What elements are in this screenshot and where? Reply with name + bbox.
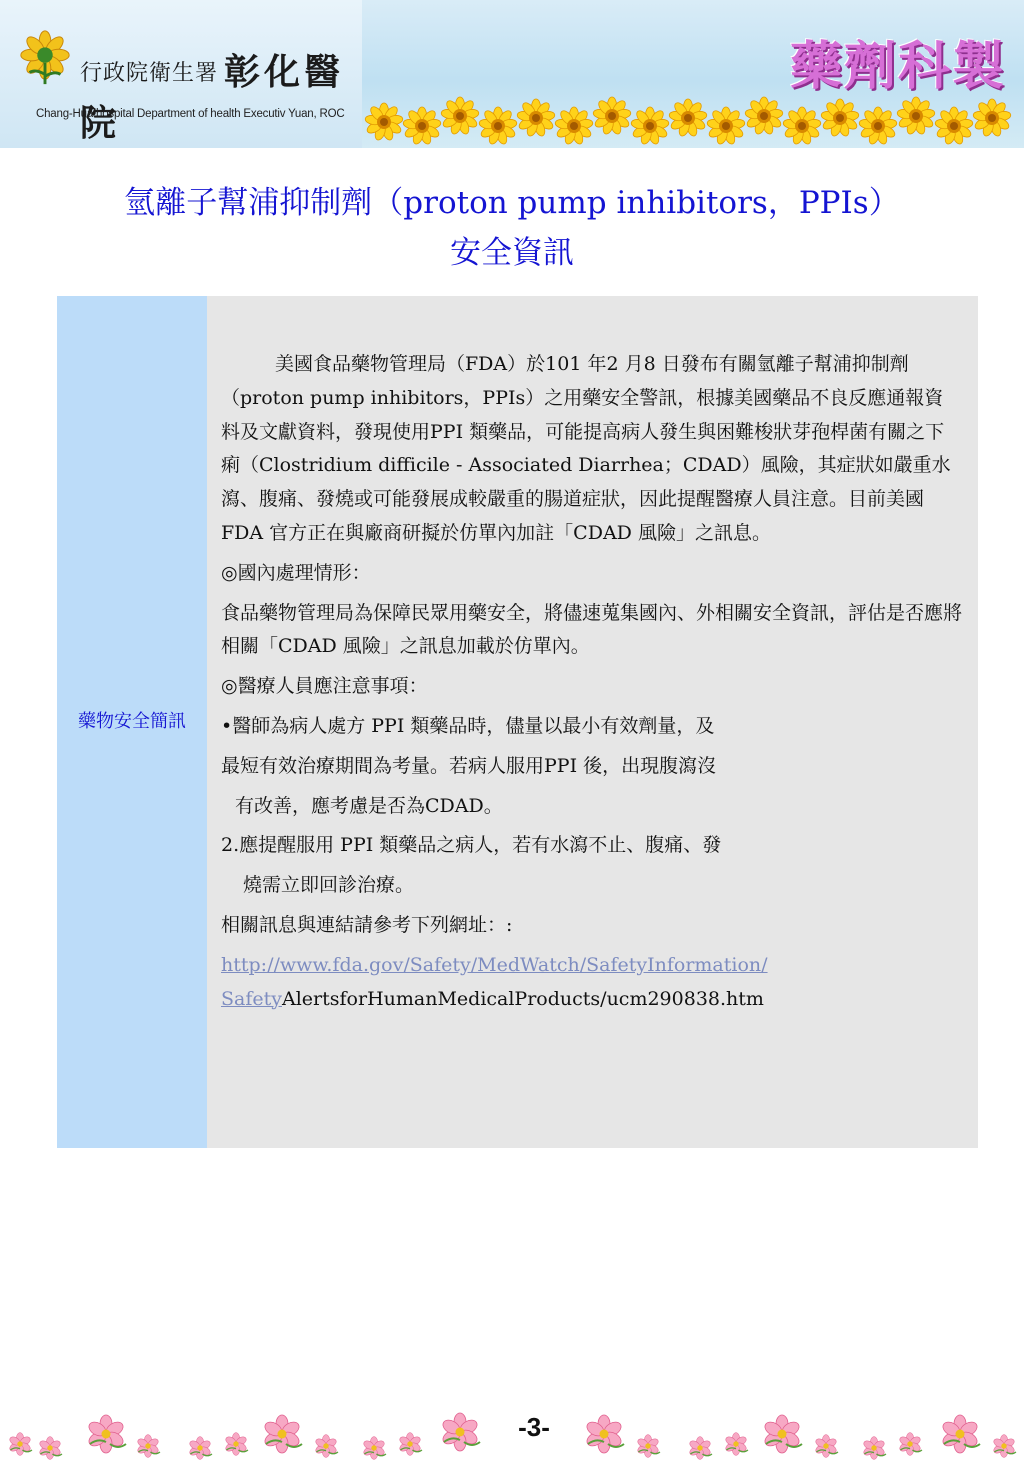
sunflower-border <box>362 86 1024 148</box>
safety-info-table <box>57 296 978 1148</box>
fda-announcement-paragraph: 美國食品藥物管理局（FDA）於101 年2 月8 日發布有關氫離子幫浦抑制劑（proton pump inhibitors，PPIs）之用藥安全警訊，根據美國藥品不良反應通報資料及文獻資料，發現使用PPI 類藥品，可能提高病人發生與困難梭狀芽孢桿菌有關之下痢（Clostridium difficile - Associated Diarrhea；CDAD）風險，其症狀如嚴重水瀉、腹痛、發燒或可能發展成較嚴重的腸道症狀，因此提醒醫療人員注意。目前美國FDA 官方正在與廠商研擬於仿單內加註「CDAD 風險」之訊息。 <box>221 353 951 544</box>
page-title <box>0 178 1024 278</box>
item2-line2: 燒需立即回診治療。 <box>243 874 415 897</box>
organization-subtitle: Chang-Hua hospital Department of health Executiv Yuan, ROC <box>36 108 345 120</box>
table-content-cell <box>207 296 978 1148</box>
organization-name <box>80 44 362 146</box>
table-label-cell <box>57 296 207 1148</box>
item1-line1: •醫師為病人處方 PPI 類藥品時，儘量以最小有效劑量，及 <box>221 714 715 737</box>
page-number: -3- <box>518 1412 550 1442</box>
reference-link-continued[interactable]: Safety <box>221 987 282 1010</box>
title-line-1: 氫離子幫浦抑制劑（proton pump inhibitors，PPIs） <box>124 185 900 221</box>
reference-label: 相關訊息與連結請參考下列網址：: <box>221 913 513 936</box>
reference-url-tail: AlertsforHumanMedicalProducts/ucm290838.htm <box>282 987 764 1010</box>
domestic-paragraph: 食品藥物管理局為保障民眾用藥安全，將儘速蒐集國內、外相關安全資訊，評估是否應將相關「CDAD 風險」之訊息加載於仿單內。 <box>221 601 963 658</box>
sunflower-icon <box>365 97 1012 145</box>
hospital-name: 彰化醫院 <box>80 51 345 144</box>
title-line-2: 安全資訊 <box>450 235 574 271</box>
reference-url-line2 <box>221 983 962 1017</box>
table-label: 藥物安全簡訊 <box>78 711 186 732</box>
staff-heading: ◎醫療人員應注意事項： <box>221 675 428 698</box>
org-name-text: 行政院衛生署 <box>80 61 219 86</box>
item1-line2: 最短有效治療期間為考量。若病人服用PPI 後，出現腹瀉沒 <box>221 754 717 777</box>
item2-line1: 2.應提醒服用 PPI 類藥品之病人，若有水瀉不止、腹痛、發 <box>221 834 722 857</box>
domestic-heading: ◎國內處理情形： <box>221 561 371 584</box>
department-title: 藥劑科製 <box>789 37 1006 97</box>
hospital-brand <box>0 0 362 148</box>
reference-url-line1 <box>221 949 962 983</box>
hospital-logo-icon <box>16 28 74 86</box>
header-banner <box>0 0 1024 148</box>
reference-link[interactable]: http://www.fda.gov/Safety/MedWatch/SafetyInformation/ <box>221 953 768 976</box>
item1-line3: 有改善，應考慮是否為CDAD。 <box>235 794 503 817</box>
